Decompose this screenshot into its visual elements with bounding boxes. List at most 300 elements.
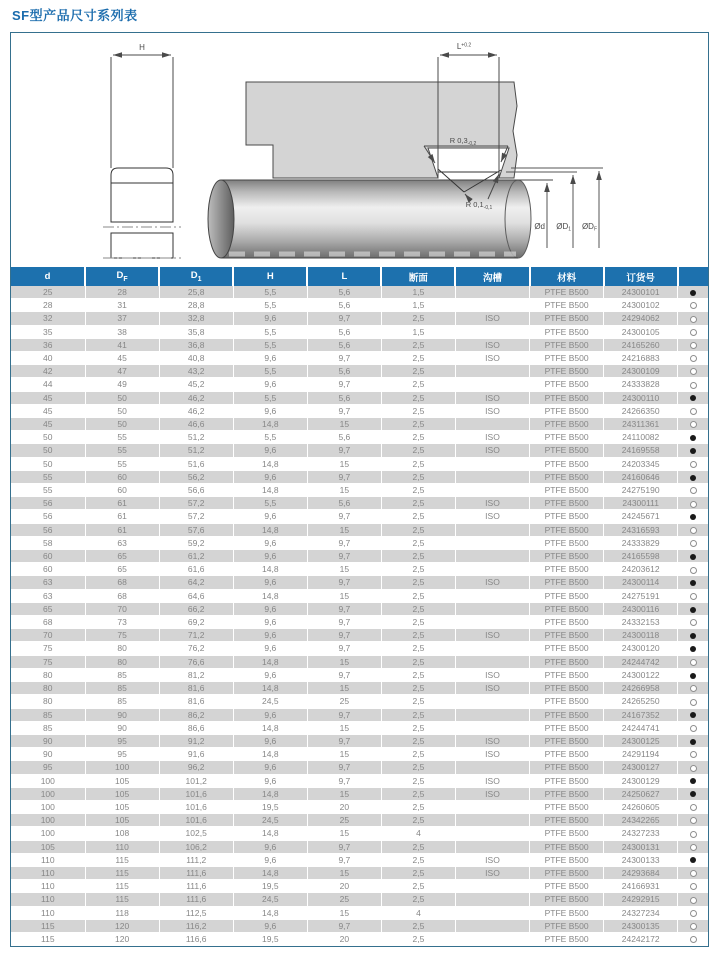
- content-box: [10, 32, 709, 947]
- table-cell: PTFE B500: [530, 721, 604, 734]
- table-cell: 14,8: [233, 589, 307, 602]
- table-cell: 110: [11, 853, 85, 866]
- table-cell: 19,5: [233, 800, 307, 813]
- table-cell: 4: [381, 827, 455, 840]
- table-cell: 20: [307, 880, 381, 893]
- table-row: [11, 589, 708, 602]
- table-cell: 9,7: [307, 536, 381, 549]
- table-cell: 100: [11, 814, 85, 827]
- table-row: [11, 642, 708, 655]
- table-cell: PTFE B500: [530, 919, 604, 932]
- table-cell: 40: [11, 352, 85, 365]
- table-cell: 65: [11, 602, 85, 615]
- table-row: [11, 840, 708, 853]
- table-cell: 108: [85, 827, 159, 840]
- page-title: SF型产品尺寸系列表: [12, 8, 138, 23]
- table-cell: 24300111: [604, 497, 678, 510]
- open-circle-icon: [690, 567, 697, 574]
- table-cell: 9,7: [307, 576, 381, 589]
- table-cell: 19,5: [233, 880, 307, 893]
- table-cell: PTFE B500: [530, 774, 604, 787]
- table-cell: 5,6: [307, 497, 381, 510]
- table-cell: [455, 378, 529, 391]
- table-cell: 25: [11, 286, 85, 299]
- availability-cell: [678, 470, 708, 483]
- table-cell: 115: [85, 866, 159, 879]
- table-cell: 24300114: [604, 576, 678, 589]
- table-cell: 40,8: [159, 352, 233, 365]
- table-cell: 76,2: [159, 642, 233, 655]
- table-cell: 9,6: [233, 312, 307, 325]
- table-cell: 24300109: [604, 365, 678, 378]
- table-cell: 15: [307, 748, 381, 761]
- column-header: H: [233, 267, 307, 286]
- table-cell: 51,2: [159, 444, 233, 457]
- table-cell: PTFE B500: [530, 444, 604, 457]
- table-row: [11, 286, 708, 299]
- table-cell: 24,5: [233, 893, 307, 906]
- open-circle-icon: [690, 619, 697, 626]
- filled-circle-icon: [690, 290, 696, 296]
- table-cell: 45: [11, 391, 85, 404]
- availability-cell: [678, 352, 708, 365]
- table-cell: 5,5: [233, 497, 307, 510]
- availability-cell: [678, 338, 708, 351]
- table-row: [11, 444, 708, 457]
- table-cell: 2,5: [381, 576, 455, 589]
- table-cell: 85: [85, 695, 159, 708]
- table-cell: 85: [85, 668, 159, 681]
- table-cell: PTFE B500: [530, 510, 604, 523]
- table-cell: PTFE B500: [530, 523, 604, 536]
- table-cell: 112,5: [159, 906, 233, 919]
- table-cell: 60: [85, 470, 159, 483]
- table-cell: PTFE B500: [530, 576, 604, 589]
- open-circle-icon: [690, 342, 697, 349]
- size-table: [11, 267, 708, 946]
- table-cell: 63: [11, 576, 85, 589]
- table-cell: PTFE B500: [530, 814, 604, 827]
- table-cell: 24316593: [604, 523, 678, 536]
- table-cell: 24110082: [604, 431, 678, 444]
- size-table-body: [11, 286, 708, 946]
- table-cell: 5,5: [233, 286, 307, 299]
- table-row: [11, 378, 708, 391]
- table-cell: PTFE B500: [530, 563, 604, 576]
- table-cell: [455, 550, 529, 563]
- table-cell: 15: [307, 418, 381, 431]
- table-cell: 32: [11, 312, 85, 325]
- table-cell: PTFE B500: [530, 734, 604, 747]
- r03-leader: [424, 146, 508, 163]
- table-cell: 5,5: [233, 325, 307, 338]
- table-cell: 9,6: [233, 629, 307, 642]
- table-row: [11, 484, 708, 497]
- table-cell: 9,6: [233, 734, 307, 747]
- table-cell: 9,6: [233, 352, 307, 365]
- table-cell: PTFE B500: [530, 748, 604, 761]
- table-cell: 9,6: [233, 576, 307, 589]
- availability-cell: [678, 893, 708, 906]
- table-cell: 24,5: [233, 814, 307, 827]
- table-row: [11, 470, 708, 483]
- table-cell: 80: [85, 655, 159, 668]
- table-cell: 61: [85, 510, 159, 523]
- housing-section: [246, 82, 517, 178]
- table-cell: 80: [85, 642, 159, 655]
- table-cell: 61,6: [159, 563, 233, 576]
- table-cell: [455, 325, 529, 338]
- table-cell: 28: [85, 286, 159, 299]
- filled-circle-icon: [690, 395, 696, 401]
- table-row: [11, 748, 708, 761]
- open-circle-icon: [690, 685, 697, 692]
- table-cell: 95: [85, 734, 159, 747]
- availability-cell: [678, 840, 708, 853]
- table-cell: PTFE B500: [530, 708, 604, 721]
- table-cell: 2,5: [381, 312, 455, 325]
- table-cell: 24300110: [604, 391, 678, 404]
- availability-cell: [678, 787, 708, 800]
- table-cell: 14,8: [233, 906, 307, 919]
- table-cell: 1,5: [381, 286, 455, 299]
- table-cell: 14,8: [233, 827, 307, 840]
- table-cell: 24300133: [604, 853, 678, 866]
- open-circle-icon: [690, 355, 697, 362]
- table-cell: [455, 523, 529, 536]
- table-cell: [455, 893, 529, 906]
- table-row: [11, 352, 708, 365]
- r01-label: R $0,1_{-0,1}$: [465, 200, 493, 211]
- table-cell: 56,6: [159, 484, 233, 497]
- availability-cell: [678, 365, 708, 378]
- table-cell: 50: [85, 404, 159, 417]
- table-cell: PTFE B500: [530, 840, 604, 853]
- table-cell: PTFE B500: [530, 880, 604, 893]
- table-cell: 95: [85, 748, 159, 761]
- table-cell: 9,6: [233, 602, 307, 615]
- table-cell: 9,7: [307, 602, 381, 615]
- table-cell: 2,5: [381, 932, 455, 945]
- open-circle-icon: [690, 487, 697, 494]
- table-row: [11, 787, 708, 800]
- table-cell: 101,6: [159, 814, 233, 827]
- table-cell: 63: [11, 589, 85, 602]
- table-cell: 100: [11, 827, 85, 840]
- filled-circle-icon: [690, 475, 696, 481]
- table-cell: 2,5: [381, 721, 455, 734]
- table-cell: PTFE B500: [530, 695, 604, 708]
- table-cell: 47: [85, 365, 159, 378]
- availability-cell: [678, 457, 708, 470]
- table-cell: [455, 814, 529, 827]
- table-cell: 25: [307, 893, 381, 906]
- availability-cell: [678, 378, 708, 391]
- table-cell: 86,2: [159, 708, 233, 721]
- table-cell: 68: [85, 576, 159, 589]
- table-cell: [455, 299, 529, 312]
- table-cell: PTFE B500: [530, 668, 604, 681]
- open-circle-icon: [690, 923, 697, 930]
- table-cell: 90: [85, 708, 159, 721]
- table-cell: 14,8: [233, 523, 307, 536]
- filled-circle-icon: [690, 778, 696, 784]
- table-cell: PTFE B500: [530, 418, 604, 431]
- availability-cell: [678, 550, 708, 563]
- table-cell: 5,6: [307, 338, 381, 351]
- table-cell: [455, 536, 529, 549]
- table-cell: PTFE B500: [530, 761, 604, 774]
- availability-cell: [678, 286, 708, 299]
- table-cell: 2,5: [381, 602, 455, 615]
- availability-cell: [678, 642, 708, 655]
- table-cell: 44: [11, 378, 85, 391]
- table-cell: 24300131: [604, 840, 678, 853]
- table-cell: 50: [11, 444, 85, 457]
- open-circle-icon: [690, 765, 697, 772]
- table-cell: 45: [85, 352, 159, 365]
- table-row: [11, 800, 708, 813]
- open-circle-icon: [690, 817, 697, 824]
- table-cell: 2,5: [381, 853, 455, 866]
- table-row: [11, 576, 708, 589]
- open-circle-icon: [690, 725, 697, 732]
- h-dim-label: H: [139, 43, 145, 52]
- table-cell: 24166931: [604, 880, 678, 893]
- open-circle-icon: [690, 593, 697, 600]
- table-cell: 75: [11, 655, 85, 668]
- table-cell: 24260605: [604, 800, 678, 813]
- table-cell: 56: [11, 510, 85, 523]
- table-cell: 120: [85, 919, 159, 932]
- table-cell: 24300125: [604, 734, 678, 747]
- table-cell: 2,5: [381, 391, 455, 404]
- table-cell: 9,7: [307, 668, 381, 681]
- table-row: [11, 523, 708, 536]
- availability-cell: [678, 800, 708, 813]
- table-cell: ISO: [455, 576, 529, 589]
- table-cell: ISO: [455, 312, 529, 325]
- table-cell: 115: [11, 932, 85, 945]
- table-cell: 50: [11, 457, 85, 470]
- table-cell: 100: [11, 787, 85, 800]
- table-cell: 57,2: [159, 510, 233, 523]
- table-row: [11, 536, 708, 549]
- table-cell: 55: [11, 470, 85, 483]
- table-cell: [455, 642, 529, 655]
- table-row: [11, 721, 708, 734]
- table-cell: 9,6: [233, 708, 307, 721]
- table-cell: 75: [11, 642, 85, 655]
- table-cell: 110: [11, 906, 85, 919]
- table-row: [11, 550, 708, 563]
- table-cell: 24266958: [604, 682, 678, 695]
- table-row: [11, 299, 708, 312]
- availability-cell: [678, 510, 708, 523]
- table-cell: 31: [85, 299, 159, 312]
- table-cell: 56,2: [159, 470, 233, 483]
- table-cell: 25,8: [159, 286, 233, 299]
- dia-d-label: Ød: [534, 222, 545, 231]
- table-cell: 120: [85, 932, 159, 945]
- table-cell: 5,6: [307, 391, 381, 404]
- table-cell: 24203345: [604, 457, 678, 470]
- table-cell: 66,2: [159, 602, 233, 615]
- table-cell: 24300101: [604, 286, 678, 299]
- availability-cell: [678, 932, 708, 945]
- availability-cell: [678, 589, 708, 602]
- table-cell: PTFE B500: [530, 550, 604, 563]
- table-cell: ISO: [455, 404, 529, 417]
- table-cell: 2,5: [381, 484, 455, 497]
- open-circle-icon: [690, 883, 697, 890]
- table-cell: 14,8: [233, 484, 307, 497]
- availability-cell: [678, 629, 708, 642]
- table-cell: 51,6: [159, 457, 233, 470]
- table-cell: 15: [307, 787, 381, 800]
- table-cell: 118: [85, 906, 159, 919]
- table-cell: 73: [85, 616, 159, 629]
- table-cell: 65: [85, 550, 159, 563]
- column-header: 订货号: [604, 267, 678, 286]
- table-cell: 101,2: [159, 774, 233, 787]
- table-cell: 2,5: [381, 589, 455, 602]
- table-cell: 24275191: [604, 589, 678, 602]
- table-cell: 14,8: [233, 866, 307, 879]
- table-cell: 24291194: [604, 748, 678, 761]
- table-cell: 24165260: [604, 338, 678, 351]
- table-row: [11, 365, 708, 378]
- table-row: [11, 919, 708, 932]
- table-cell: 9,7: [307, 550, 381, 563]
- table-cell: PTFE B500: [530, 602, 604, 615]
- availability-cell: [678, 668, 708, 681]
- table-cell: 55: [85, 457, 159, 470]
- table-cell: 43,2: [159, 365, 233, 378]
- table-cell: 9,6: [233, 510, 307, 523]
- table-cell: 14,8: [233, 457, 307, 470]
- table-cell: 2,5: [381, 866, 455, 879]
- table-cell: ISO: [455, 748, 529, 761]
- table-cell: 63: [85, 536, 159, 549]
- table-cell: 5,5: [233, 391, 307, 404]
- table-cell: ISO: [455, 391, 529, 404]
- table-cell: PTFE B500: [530, 286, 604, 299]
- table-cell: 20: [307, 932, 381, 945]
- table-cell: [455, 761, 529, 774]
- table-row: [11, 563, 708, 576]
- table-cell: 2,5: [381, 536, 455, 549]
- table-cell: 81,6: [159, 695, 233, 708]
- table-cell: PTFE B500: [530, 352, 604, 365]
- table-cell: 9,7: [307, 312, 381, 325]
- filled-circle-icon: [690, 646, 696, 652]
- table-cell: 91,2: [159, 734, 233, 747]
- table-cell: 80: [11, 682, 85, 695]
- table-cell: ISO: [455, 497, 529, 510]
- table-cell: 2,5: [381, 761, 455, 774]
- table-cell: 5,6: [307, 286, 381, 299]
- table-cell: 60: [85, 484, 159, 497]
- table-cell: 2,5: [381, 893, 455, 906]
- table-cell: [455, 721, 529, 734]
- table-cell: 105: [85, 774, 159, 787]
- availability-cell: [678, 404, 708, 417]
- table-cell: 70: [85, 602, 159, 615]
- table-row: [11, 695, 708, 708]
- column-header: L: [307, 267, 381, 286]
- table-cell: 46,2: [159, 404, 233, 417]
- table-cell: 24244741: [604, 721, 678, 734]
- l-dim-label: $L^{+0.2}$: [456, 42, 472, 51]
- open-circle-icon: [690, 831, 697, 838]
- availability-cell: [678, 536, 708, 549]
- table-cell: 9,7: [307, 629, 381, 642]
- table-cell: 4: [381, 906, 455, 919]
- table-cell: [455, 365, 529, 378]
- availability-cell: [678, 919, 708, 932]
- table-cell: 2,5: [381, 708, 455, 721]
- table-cell: 60: [11, 550, 85, 563]
- table-cell: 24216883: [604, 352, 678, 365]
- table-cell: PTFE B500: [530, 470, 604, 483]
- table-row: [11, 880, 708, 893]
- table-cell: 24275190: [604, 484, 678, 497]
- dia-d1-label: ØD1: [556, 222, 571, 233]
- table-cell: 64,6: [159, 589, 233, 602]
- availability-cell: [678, 761, 708, 774]
- table-cell: 24266350: [604, 404, 678, 417]
- table-row: [11, 391, 708, 404]
- table-cell: 96,2: [159, 761, 233, 774]
- table-cell: 24244742: [604, 655, 678, 668]
- table-cell: 2,5: [381, 682, 455, 695]
- table-cell: ISO: [455, 352, 529, 365]
- table-cell: PTFE B500: [530, 325, 604, 338]
- table-cell: PTFE B500: [530, 365, 604, 378]
- table-row: [11, 893, 708, 906]
- seal-cross-section-drawing: [11, 33, 708, 267]
- table-cell: 2,5: [381, 510, 455, 523]
- table-cell: 2,5: [381, 840, 455, 853]
- table-cell: 81,2: [159, 668, 233, 681]
- table-cell: 91,6: [159, 748, 233, 761]
- table-cell: [455, 286, 529, 299]
- table-row: [11, 404, 708, 417]
- table-cell: 2,5: [381, 695, 455, 708]
- table-cell: [455, 457, 529, 470]
- open-circle-icon: [690, 368, 697, 375]
- table-cell: PTFE B500: [530, 866, 604, 879]
- table-cell: 9,7: [307, 404, 381, 417]
- table-cell: 80: [11, 695, 85, 708]
- table-cell: 101,6: [159, 787, 233, 800]
- table-cell: [455, 708, 529, 721]
- table-cell: 38: [85, 325, 159, 338]
- table-row: [11, 734, 708, 747]
- table-cell: 75: [85, 629, 159, 642]
- availability-cell: [678, 853, 708, 866]
- table-cell: 15: [307, 589, 381, 602]
- table-cell: 24165598: [604, 550, 678, 563]
- table-cell: 115: [11, 919, 85, 932]
- table-cell: 86,6: [159, 721, 233, 734]
- table-cell: ISO: [455, 682, 529, 695]
- table-cell: 24292915: [604, 893, 678, 906]
- table-cell: 9,7: [307, 352, 381, 365]
- table-row: [11, 682, 708, 695]
- table-cell: [455, 602, 529, 615]
